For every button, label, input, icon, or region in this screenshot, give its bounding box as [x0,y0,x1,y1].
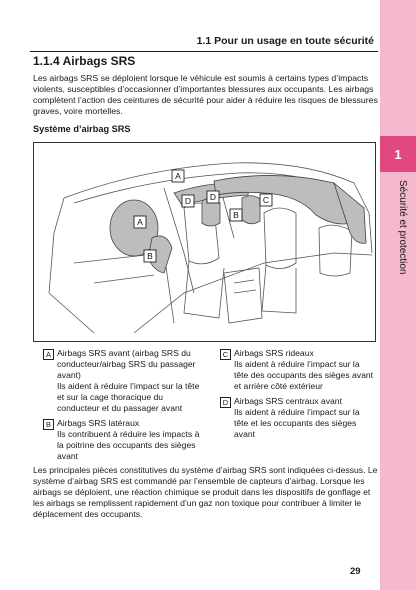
chapter-label: Sécurité et protection [397,180,408,275]
callout-a-top: A [175,171,181,181]
intro-paragraph: Les airbags SRS se déploient lorsque le véhicule est soumis à certains types d’impacts violents, susceptibles d’occasionner d’importantes blessures aux occupants. Les airbags complètent l’action des ceintures de sécurité pour aider à réduire les risques de blessures graves, voire mortelles. [33,73,378,116]
legend-d-desc: Ils aident à réduire l’impact sur la tête et les occupants des sièges avant [234,407,360,439]
legend-right [210,348,376,444]
legend-letter-d: D [220,397,231,408]
legend-a-title: Airbags SRS avant (airbag SRS du conducteur/airbag SRS du passager avant) [57,348,196,380]
legend-a-desc: Ils aident à réduire l’impact sur la tête et sur la cage thoracique du conducteur et du passager avant [57,381,200,413]
page-number: 29 [350,566,361,577]
callout-a-left: A [137,217,143,227]
legend-letter-a: A [43,349,54,360]
car-interior-drawing [34,143,375,341]
legend-item-a [33,348,201,414]
legend-d-title: Airbags SRS centraux avant [234,396,342,406]
legend-c-desc: Ils aident à réduire l’impact sur la tête des occupants des sièges avant et arrière côté extérieur [234,359,374,391]
legend-c-title: Airbags SRS rideaux [234,348,314,358]
subsection-title: Système d’airbag SRS [33,124,131,134]
chapter-side-tab [380,0,416,590]
callout-b-right: B [233,210,239,220]
legend-item-d [210,396,376,440]
callout-d-left: D [184,196,192,206]
callout-b-left: B [147,251,153,261]
callout-c: C [262,195,270,205]
legend-left [33,348,201,466]
callout-d-right: D [209,192,217,202]
section-title: 1.1.4 Airbags SRS [33,54,136,68]
legend-letter-c: C [220,349,231,360]
legend-item-b [33,418,201,462]
running-header [30,33,378,52]
legend-item-c [210,348,376,392]
legend-b-desc: Ils contribuent à réduire les impacts à la poitrine des occupants des sièges avant [57,429,200,461]
legend-letter-b: B [43,419,54,430]
legend-b-title: Airbags SRS latéraux [57,418,140,428]
outro-paragraph: Les principales pièces constitutives du système d’airbag SRS sont indiquées ci-dessus. Le système d’airbag SRS est commandé par l’ensemble de capteurs d’airbag. Lorsque les airbags se déploient, une réaction chimique se produit dans les dispositifs de gonflage et les airbags se remplissent rapidement d’un gaz non toxique pour contribuer à limiter le déplacement des occupants. [33,465,378,519]
chapter-number: 1 [380,136,416,172]
header-section: 1.1 Pour un usage en toute sécurité [196,35,374,47]
airbag-illustration [33,142,376,342]
